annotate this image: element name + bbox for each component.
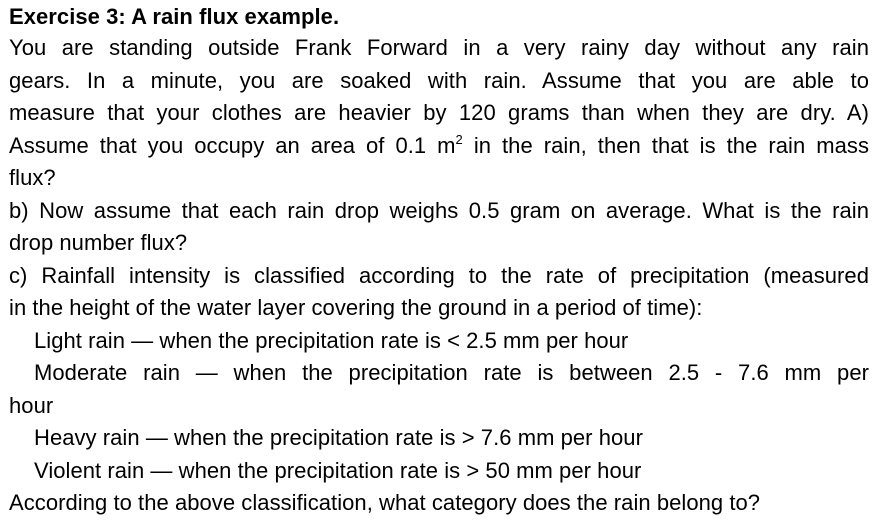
intro-line-5: flux? — [9, 165, 56, 190]
part-b-line-1: b) Now assume that each rain drop weighs 0.5 gram on average. What is the rain — [9, 197, 869, 223]
part-c-line-2: in the height of the water layer covering the ground in a period of time): — [9, 295, 703, 320]
mass-flux-text: in the rain, then that is the rain mass — [462, 132, 869, 158]
category-moderate-rain: Moderate rain — when the precipitation rate is between 2.5 - 7.6 mm per — [34, 360, 869, 385]
intro-line-4 — [9, 130, 869, 163]
exercise-document — [9, 2, 869, 520]
part-b-line-2: drop number flux? — [9, 230, 188, 255]
area-exponent: 2 — [455, 131, 463, 147]
exercise-title: Exercise 3: A rain flux example. — [9, 4, 340, 29]
category-moderate-rain-continued: hour — [9, 392, 54, 418]
category-light-rain: Light rain — when the precipitation rate is < 2.5 mm per hour — [34, 327, 629, 353]
part-c-line-1: c) Rainfall intensity is classified according to the rate of precipitation (measured — [9, 262, 869, 288]
intro-line-2: gears. In a minute, you are soaked with rain. Assume that you are able to — [9, 67, 869, 93]
category-violent-rain: Violent rain — when the precipitation rate is > 50 mm per hour — [34, 457, 642, 483]
intro-line-3: measure that your clothes are heavier by 120 grams than when they are dry. A) — [9, 100, 869, 125]
intro-line-1: You are standing outside Frank Forward in a very rainy day without any rain — [9, 35, 869, 60]
area-text: Assume that you occupy an area of 0.1 m — [9, 132, 456, 158]
final-question: According to the above classification, what category does the rain belong to? — [9, 490, 761, 515]
category-heavy-rain: Heavy rain — when the precipitation rate is > 7.6 mm per hour — [34, 425, 643, 450]
